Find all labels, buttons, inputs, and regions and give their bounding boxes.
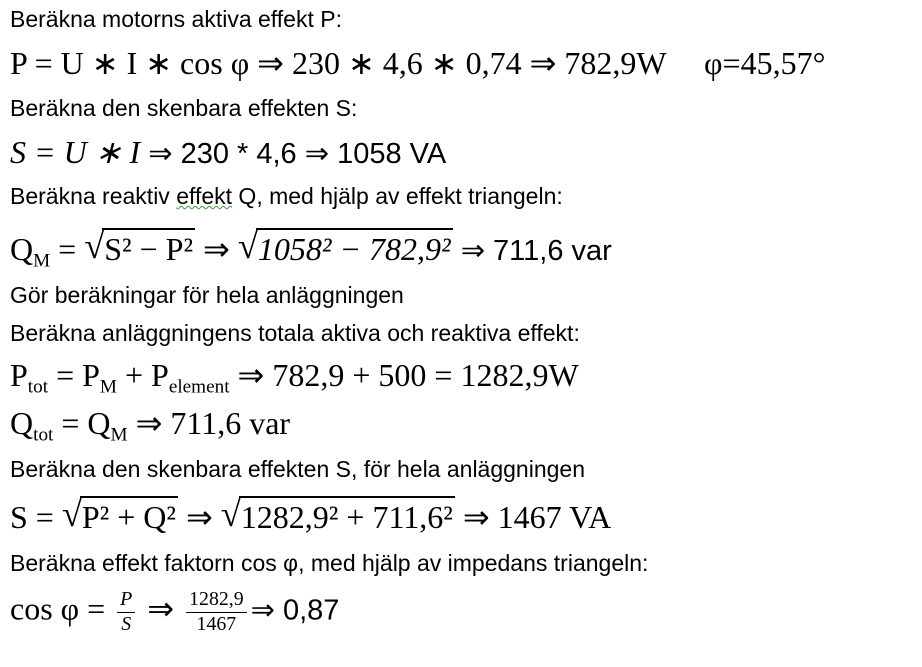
- sqrt-content: 1282,9² + 711,6²: [239, 496, 455, 536]
- heading-power-factor: [10, 550, 648, 577]
- text: Beräkna reaktiv: [10, 183, 177, 209]
- sqrt-content: P² + Q²: [80, 496, 178, 536]
- text: Beräkna den skenbara effekten S:: [10, 95, 358, 121]
- sqrt-content: S² − P²: [102, 228, 195, 268]
- sqrt-2: √ 1058² − 782,9²: [237, 225, 451, 267]
- q-symbol: Q: [10, 231, 34, 267]
- heading-reactive-power: [10, 183, 563, 210]
- text: Beräkna motorns aktiva effekt P:: [10, 6, 342, 32]
- formula-text: P = U ∗ I ∗ cos φ ⇒ 230 ∗ 4,6 ∗ 0,74 ⇒ 782,9W: [10, 45, 667, 81]
- sqrt-1: √ S² − P²: [84, 225, 194, 267]
- subscript: M: [33, 250, 51, 272]
- formula-rhs: ⇒ 230 * 4,6 ⇒ 1058 VA: [140, 138, 447, 170]
- phi-value: φ=45,57°: [704, 45, 826, 81]
- formula-power-factor: [10, 588, 339, 637]
- formula-lhs: S = U ∗ I: [10, 134, 141, 170]
- formula-total-active: [10, 356, 579, 398]
- result: ⇒ 711,6 var: [452, 235, 612, 267]
- heading-total-power: [10, 320, 580, 347]
- fraction-2: [186, 588, 247, 637]
- text: = Q: [53, 405, 111, 441]
- formula-apparent-power: [10, 133, 446, 171]
- result: ⇒ 0,87: [250, 594, 340, 627]
- subscript: element: [168, 376, 230, 398]
- text: Gör beräkningar för hela anläggningen: [10, 282, 404, 308]
- text: Beräkna anläggningens totala aktiva och reaktiva effekt:: [10, 320, 580, 346]
- subscript: M: [110, 424, 128, 446]
- arrow: ⇒: [177, 499, 221, 535]
- formula-reactive-power: [10, 225, 612, 272]
- text: ⇒ 782,9 + 500 = 1282,9W: [229, 357, 579, 393]
- formula-active-power: [10, 44, 825, 82]
- numerator: 1282,9: [186, 588, 247, 613]
- fraction-1: [117, 588, 135, 637]
- spellcheck-word: effekt: [176, 183, 233, 209]
- text: ⇒ 711,6 var: [127, 405, 291, 441]
- lhs: S =: [10, 499, 62, 535]
- numerator: P: [117, 588, 135, 613]
- formula-total-reactive: [10, 404, 291, 446]
- q-symbol: Q: [10, 405, 34, 441]
- subscript: tot: [27, 376, 49, 398]
- text: Beräkna effekt faktorn cos φ, med hjälp av impedans triangeln:: [10, 550, 649, 576]
- p-symbol: P: [10, 357, 28, 393]
- text: Beräkna den skenbara effekten S, för hela anläggningen: [10, 456, 585, 482]
- text: Q, med hjälp av effekt triangeln:: [232, 183, 563, 209]
- sqrt-2: √ 1282,9² + 711,6²: [220, 493, 453, 535]
- formula-apparent-whole: [10, 493, 612, 536]
- sqrt-1: √ P² + Q²: [61, 493, 176, 535]
- heading-apparent-power: [10, 95, 357, 122]
- subscript: M: [99, 376, 117, 398]
- arrow: ⇒: [195, 231, 238, 267]
- arrow: ⇒: [139, 590, 183, 627]
- sqrt-content: 1058² − 782,9²: [256, 228, 453, 268]
- lhs: cos φ =: [10, 590, 114, 627]
- text: + P: [116, 357, 169, 393]
- heading-apparent-whole: [10, 456, 585, 483]
- denominator: S: [121, 612, 132, 635]
- heading-whole-installation: [10, 282, 404, 309]
- text: = P: [48, 357, 100, 393]
- subscript: tot: [33, 424, 54, 446]
- equals: =: [50, 231, 85, 267]
- denominator: 1467: [196, 612, 237, 635]
- heading-motor-active-power: [10, 6, 342, 33]
- result: ⇒ 1467 VA: [454, 499, 612, 535]
